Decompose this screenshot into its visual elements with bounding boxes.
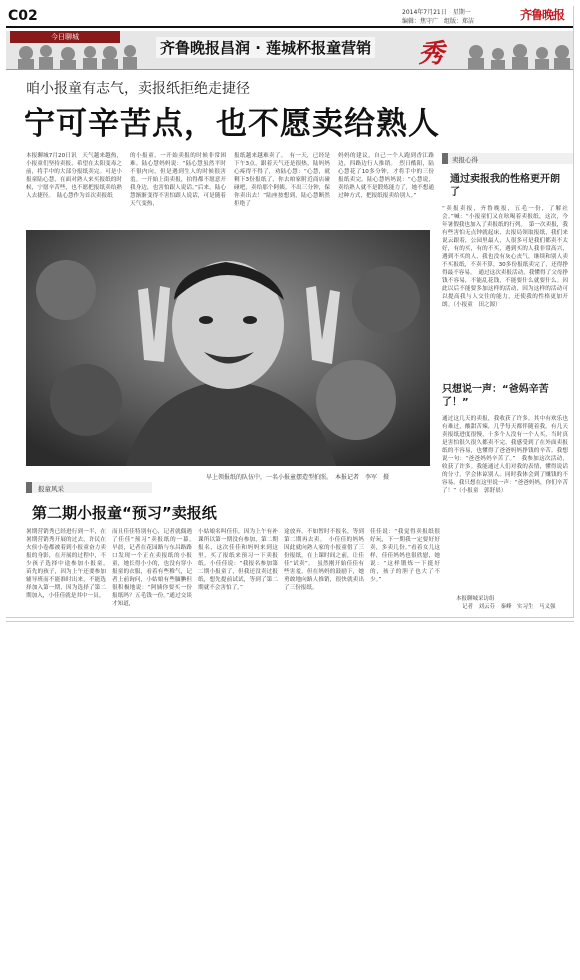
newspaper-page <box>6 6 574 618</box>
page-number: C02 <box>8 8 38 24</box>
banner-title: 齐鲁晚报昌润 · 莲城杯报童营销 <box>156 37 375 58</box>
sidebar-label: 卖报心得 <box>452 156 478 164</box>
article-column-3: 报纸越来越难卖了。 有一天，已经是下午3点，跟着天气还是很热，陆妈妈心疼得不得了，劝陆心慧：“心慧，就剩下3份报纸了，你去咱家附近商店碰碰吧，卖给那个阿姨。不出三分钟，保你卖出去！”陆座按想到，陆心慧断然拒绝了 <box>234 153 330 207</box>
banner-brush-logo: 秀 <box>418 39 445 69</box>
article-column-4: 妈妈的建议，自己一个人跑到香江路边，四路边行人推销。 烈日酷阳，陆心慧花了10多分钟，才将手中的三份报纸卖完。陆心慧妈妈说：“心慧说，卖给熟人就不是锻炼能力了，她不想通过种方式，把报纸报卖给别人。” <box>338 153 434 199</box>
second-column-3: 小姑娘名叫佳佳，因为上午有补课所以第一期没有参加，第二期报名，这次佳佳和妈妈来到这里，买了报纸来预习一下卖报纸。小佳佳说：“我报名参加第二期小报童了，但我还没卖过报纸，想先提前试试，等到了第二期就不会害怕了。” <box>198 529 278 591</box>
second-column-4: 途放弃，不如暂时不报名，等到第二期再去卖。 小佳佳的妈妈因此就向熟人家的小报童借了三份报纸，在上课时间之前，让佳佳“试卖”。 虽然刚开始佳佳有些害羞，但在妈妈的鼓励下，她勇敢地向路人推销，很快就卖出了三份报纸。 <box>284 529 364 591</box>
article-photo <box>26 230 430 466</box>
masthead-logo: 齐鲁晚报 <box>520 8 565 22</box>
second-column-5: 佳佳说：“我觉得卖报纸很好玩，下一期我一定要好好卖，多卖几份。”看着女儿这样，佳佳妈妈也很欣慰，她说：“这样锻炼一下挺好的，孩子的胆子也大了不少。” <box>370 529 440 583</box>
page-header <box>6 6 574 26</box>
article-headline: 宁可辛苦点，也不愿卖给熟人 <box>24 106 440 142</box>
reporting-team: 本报聊城采访组 <box>456 596 495 602</box>
boy-photo-image <box>26 230 430 466</box>
article-subhead: 咱小报童有志气，卖报纸拒绝走捷径 <box>26 81 250 97</box>
second-article-label: 报童风采 <box>38 485 64 493</box>
header-rule <box>6 26 574 28</box>
page-bottom-rule <box>6 621 574 622</box>
article-column-2: 的小报童，一开始卖报的时候非常困难。陆心慧妈妈说：“陆心慧虽然平时不很内向，但是遇到生人的时候很害羞。一开始上街卖报，拍得都不愿意开我身边，也害怕跟人说话。”后来，陆心慧渐渐变得不害怕跟人说话，可是随着天气变热， <box>130 153 226 207</box>
sidebar-text-1: “卖报卖报，齐鲁晚报，五毛一份，了解社会。”喊：“小报童们又在吆喝着卖报纸，这次，今年暑假我也加入了卖报纸的行列。 第一次卖报，我有些害怕无点钟就起床，去报局领取报纸，我们来说云跟着，公园里最人，人很多可是我们都卖不太好，有的买，有的不买，遇到买的人我非常高兴，遇到不买的人，我也没有灰心丧气，继续和别人卖不买报纸，不卖不算，30多份报纸卖完了，还得挣得最不容易。 通过这次卖报活动，我懂得了父母挣钱不容易，不能乱花钱，不能要什么就要什么。因此以后不能要多加这样的活动，因为这样的活动可以提高我与人交往的能力，还使我的性格更加开朗。（小报童 田之源） <box>442 206 568 308</box>
second-article-headline: 第二期小报童“预习”卖报纸 <box>32 504 217 522</box>
editor-credits: 编辑：焦守广 组版：郑洁 <box>402 18 475 25</box>
issue-date: 2014年7月21日 星期一 <box>402 9 471 16</box>
article-column-1: 本报聊城7月20日讯 天气越来越热，小报童们坚持卖报，希望在太阳变毒之前，将手中的大部分报纸卖完。可是小报童陆心慧，在面对熟人来买报纸的时候，宁愿辛苦些，也不愿把报纸卖给熟人去捷径。 陆心慧作为首次卖报纸 <box>26 153 122 199</box>
sidebar-text-2: 通过这几天的卖报，我收获了许多。其中有欢乐也有难过，酸甜苦辣，几乎每天都伴随着我。有几天卖报纸进度很慢，十多个人没有一个人买，当时真是害怕很久很久都卖不完。我感受到了在外面卖报纸的不容易，也懂得了爸爸妈妈挣钱的辛苦。我想说一句：“爸爸妈妈辛苦了。” 我参加这次活动，收获了许多。我能通过人们对我的表情，懂得说话的分寸，学会体谅别人。同时我体会到了赚钱的不容易。我只想在这里说一声：“爸爸妈妈，你们辛苦了！”（小报童 郭舒晨） <box>442 416 568 494</box>
second-column-1: 暑期营销秀已经进行到一半，在暑期营销秀开展的过去，许民在火侯小卷都被着到小报童奋力卖报的身影，在开展的过程中，不少孩子选择中途参加小报童。 苗先的孩子，因为上午还要参加辅导班而不能准时出来，不能选择加入第一期，因为选择了第二期加入，小佳佳就是其中一员。 <box>26 529 112 599</box>
sidebar-heading-1: 通过卖报我的性格更开朗了 <box>450 174 560 198</box>
sidebar-heading-2: 只想说一声：“爸妈辛苦了！” <box>442 384 549 408</box>
photo-caption: 早上领报纸的队伍中，一名小报童摆造型拍照。 本报记者 李军 摄 <box>206 474 390 481</box>
second-column-2: 而且佳佳特别有心，记者就偶遇了佳佳“预习”卖报纸的一幕。 早晨，记者在花园路与东昌路路口发现一个正在卖报纸的小报童，她长得小小的，也没有穿小报童的衣服，看着有些稚气，记者上前询问，小姑娘有些腼腆但很积极地说：“阿姨你要买一份报纸吗？五毛钱一份。”通过交谈才知道， <box>112 529 198 607</box>
event-banner <box>6 31 574 70</box>
second-article-label-bar <box>26 482 152 493</box>
section-tag: 今日聊城 <box>10 31 120 43</box>
reporter-credits: 记者 刘云芬 秦峰 实习生 马义强 <box>462 604 556 610</box>
